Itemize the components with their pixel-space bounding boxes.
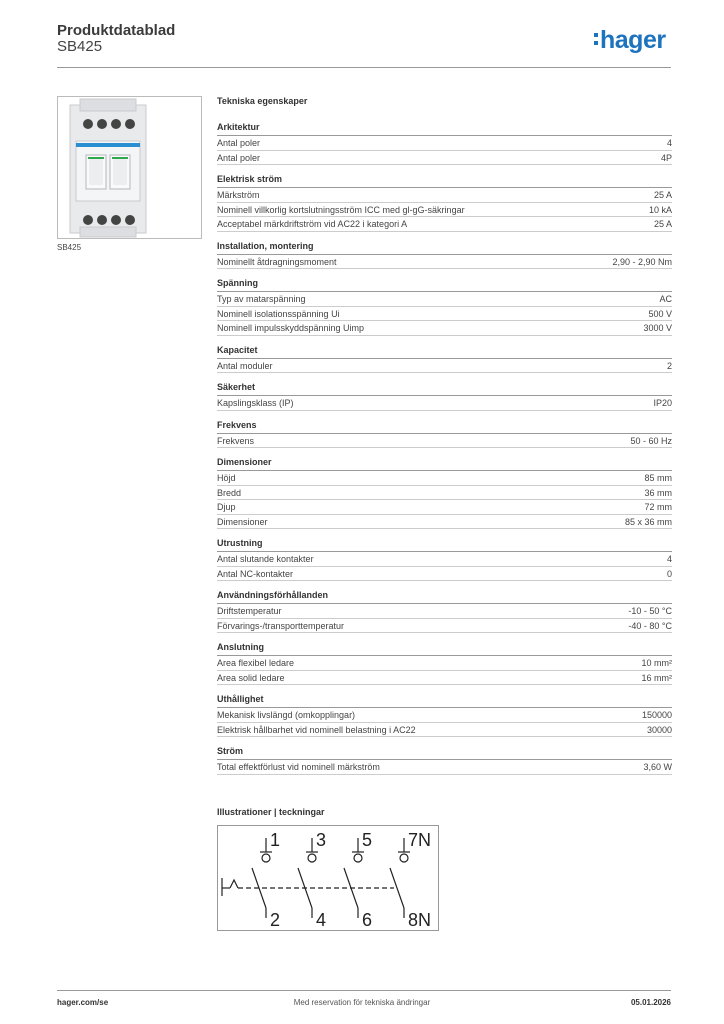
- spec-label: Mekanisk livslängd (omkopplingar): [217, 710, 356, 720]
- spec-row: [217, 708, 672, 723]
- spec-row: [217, 396, 672, 411]
- terminal-label-top: 3: [316, 830, 327, 850]
- spec-value: -40 - 80 °C: [628, 620, 672, 631]
- terminal-label-top: 7N: [408, 830, 432, 850]
- terminal-label-top: 5: [362, 830, 373, 850]
- spec-label: Frekvens: [217, 435, 255, 446]
- header-divider: [57, 67, 671, 68]
- logo-dots-icon: [594, 33, 599, 49]
- hager-logo: [594, 28, 666, 53]
- spec-section: [217, 419, 672, 449]
- spec-value: 150000: [641, 710, 672, 720]
- spec-value: 10 mm²: [641, 658, 672, 668]
- spec-value: 0: [666, 568, 672, 579]
- spec-label: Nominellt åtdragningsmoment: [217, 256, 337, 267]
- spec-section-title: Dimensioner: [217, 456, 672, 471]
- spec-section-title: Elektrisk ström: [217, 173, 672, 188]
- spec-sections: [217, 121, 672, 775]
- spec-section: [217, 277, 672, 336]
- spec-row: [217, 359, 672, 374]
- spec-value: 25 A: [653, 190, 672, 200]
- spec-row: [217, 760, 672, 775]
- specs-title: Tekniska egenskaper: [217, 96, 308, 106]
- spec-label: Djup: [217, 502, 236, 512]
- spec-section-title: Uthållighet: [217, 693, 672, 708]
- spec-section-title: Installation, montering: [217, 240, 672, 255]
- spec-label: Area flexibel ledare: [217, 658, 295, 668]
- spec-section: [217, 456, 672, 529]
- spec-value: 85 mm: [644, 473, 672, 483]
- spec-label: Total effektförlust vid nominell märkström: [217, 762, 380, 772]
- terminal-label-bottom: 6: [362, 910, 373, 930]
- spec-section-title: Användningsförhållanden: [217, 589, 672, 604]
- spec-section-title: Kapacitet: [217, 344, 672, 359]
- terminal-label-bottom: 2: [270, 910, 281, 930]
- technical-specs: [217, 96, 672, 783]
- terminal-label-bottom: 8N: [408, 910, 432, 930]
- spec-row: [217, 203, 672, 218]
- spec-value: 3,60 W: [643, 762, 672, 772]
- spec-value: 30000: [646, 724, 672, 735]
- spec-section: [217, 537, 672, 581]
- spec-row: [217, 321, 672, 336]
- spec-row: [217, 500, 672, 515]
- spec-label: Acceptabel märkdriftström vid AC22 i kategori A: [217, 219, 408, 229]
- spec-label: Typ av matarspänning: [217, 294, 306, 304]
- terminal-label-bottom: 4: [316, 910, 327, 930]
- spec-value: 4: [666, 138, 672, 148]
- terminal-label-top: 1: [270, 830, 281, 850]
- spec-value: 2: [666, 360, 672, 371]
- spec-label: Nominell isolationsspänning Ui: [217, 308, 340, 319]
- spec-value: 25 A: [653, 219, 672, 229]
- spec-section: [217, 240, 672, 270]
- spec-row: [217, 656, 672, 671]
- spec-section-title: Säkerhet: [217, 381, 672, 396]
- spec-section: [217, 173, 672, 232]
- illustrations-title: Illustrationer | teckningar: [217, 807, 325, 817]
- spec-row: [217, 486, 672, 501]
- spec-value: AC: [659, 294, 672, 304]
- spec-section-title: Utrustning: [217, 537, 672, 552]
- footer-website-link[interactable]: hager.com/se: [57, 998, 109, 1007]
- spec-row: [217, 567, 672, 582]
- spec-row: [217, 515, 672, 530]
- spec-row: [217, 188, 672, 203]
- spec-label: Antal moduler: [217, 360, 273, 371]
- spec-row: [217, 434, 672, 449]
- spec-value: 4P: [660, 152, 672, 163]
- spec-value: -10 - 50 °C: [628, 606, 672, 616]
- spec-label: Höjd: [217, 473, 236, 483]
- spec-value: 2,90 - 2,90 Nm: [612, 256, 672, 267]
- spec-row: [217, 136, 672, 151]
- spec-section: [217, 381, 672, 411]
- product-image: [57, 96, 202, 239]
- spec-value: 4: [666, 554, 672, 564]
- spec-row: [217, 619, 672, 634]
- spec-label: Antal poler: [217, 152, 261, 163]
- logo-text: hager: [600, 26, 666, 54]
- spec-value: 50 - 60 Hz: [630, 435, 672, 446]
- spec-section: [217, 589, 672, 633]
- spec-row: [217, 217, 672, 232]
- spec-section-title: Ström: [217, 745, 672, 760]
- spec-label: Nominell impulsskyddspänning Uimp: [217, 323, 365, 333]
- spec-section: [217, 344, 672, 374]
- spec-section: [217, 745, 672, 775]
- footer-disclaimer: Med reservation för tekniska ändringar: [293, 998, 431, 1007]
- spec-label: Elektrisk hållbarhet vid nominell belastning i AC22: [217, 724, 416, 735]
- spec-label: Antal slutande kontakter: [217, 554, 314, 564]
- spec-section-title: Frekvens: [217, 419, 672, 434]
- spec-label: Nominell villkorlig kortslutningsström ICC med gl-gG-säkringar: [217, 204, 465, 215]
- spec-label: Bredd: [217, 487, 242, 498]
- spec-value: IP20: [653, 398, 672, 408]
- spec-row: [217, 604, 672, 619]
- spec-label: Driftstemperatur: [217, 606, 282, 616]
- spec-label: Antal poler: [217, 138, 261, 148]
- spec-row: [217, 255, 672, 270]
- page-title: Produktdatablad: [57, 22, 176, 39]
- product-image-caption: SB425: [57, 243, 82, 252]
- spec-row: [217, 292, 672, 307]
- spec-label: Area solid ledare: [217, 672, 285, 683]
- spec-value: 72 mm: [644, 502, 672, 512]
- footer-date: 05.01.2026: [630, 998, 671, 1007]
- spec-section: [217, 693, 672, 737]
- spec-value: 500 V: [648, 308, 672, 319]
- spec-label: Kapslingsklass (IP): [217, 398, 294, 408]
- spec-section: [217, 641, 672, 685]
- spec-row: [217, 471, 672, 486]
- spec-value: 16 mm²: [641, 672, 672, 683]
- spec-row: [217, 151, 672, 166]
- spec-label: Märkström: [217, 190, 260, 200]
- spec-label: Dimensioner: [217, 516, 268, 527]
- spec-row: [217, 671, 672, 686]
- spec-value: 3000 V: [643, 323, 672, 333]
- spec-section-title: Arkitektur: [217, 121, 672, 136]
- spec-row: [217, 723, 672, 738]
- spec-value: 85 x 36 mm: [624, 516, 672, 527]
- spec-value: 10 kA: [648, 204, 672, 215]
- spec-row: [217, 307, 672, 322]
- spec-section-title: Spänning: [217, 277, 672, 292]
- footer-divider: [57, 990, 671, 991]
- product-code: SB425: [57, 38, 103, 55]
- spec-section-title: Anslutning: [217, 641, 672, 656]
- spec-row: [217, 552, 672, 567]
- spec-value: 36 mm: [644, 487, 672, 498]
- spec-label: Antal NC-kontakter: [217, 568, 294, 579]
- spec-section: [217, 121, 672, 165]
- spec-label: Förvarings-/transporttemperatur: [217, 620, 345, 631]
- wiring-diagram: [217, 825, 439, 931]
